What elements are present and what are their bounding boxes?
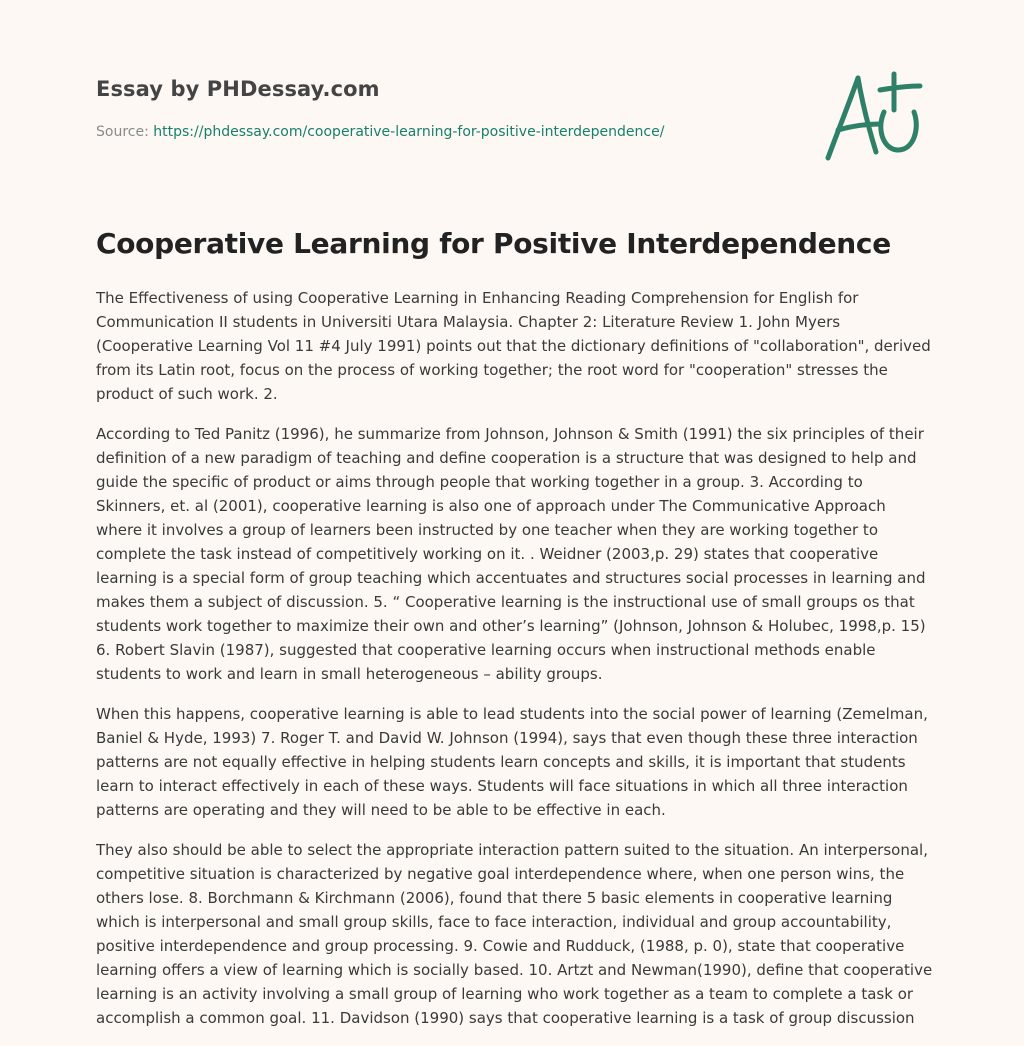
source-line bbox=[96, 124, 664, 140]
site-title: Essay by PHDessay.com bbox=[96, 77, 380, 101]
article-paragraph: When this happens, cooperative learning is able to lead students into the social power of learning (Zemelman, Baniel & Hyde, 1993) 7. Roger T. and David W. Johnson (1994), says that even though these three interaction patterns are not equally effective in helping students learn concepts and skills, it is important that students learn to interact effectively in each of these ways. Students will face situations in which all three interaction patterns are operating and they will need to be able to be effective in each. bbox=[96, 705, 928, 819]
source-label: Source: bbox=[96, 124, 154, 140]
article-body bbox=[96, 286, 936, 1046]
article-paragraph: According to Ted Panitz (1996), he summarize from Johnson, Johnson & Smith (1991) the six principles of their definition of a new paradigm of teaching and define cooperation is a structure that was designed to help and guide the specific of product or aims through people that working together in a group. 3. According to Skinners, et. al (2001), cooperative learning is also one of approach under The Communicative Approach where it involves a group of learners been instructed by one teacher when they are working together to complete the task instead of competitively working on it. . Weidner (2003,p. 29) states that cooperative learning is a special form of group teaching which accentuates and structures social processes in learning and makes them a subject of discussion. 5. “ Cooperative learning is the instructional use of small groups os that students work together to maximize their own and other’s learning” (Johnson, Johnson & Holubec, 1998,p. 15) 6. Robert Slavin (1987), suggested that cooperative learning occurs when instructional methods enable students to work and learn in small heterogeneous – ability groups. bbox=[96, 425, 926, 683]
source-link[interactable]: https://phdessay.com/cooperative-learning-for-positive-interdependence/ bbox=[153, 124, 665, 140]
article-paragraph: The Effectiveness of using Cooperative Learning in Enhancing Reading Comprehension for English for Communication II students in Universiti Utara Malaysia. Chapter 2: Literature Review 1. John Myers (Cooperative Learning Vol 11 #4 July 1991) points out that the dictionary definitions of "collaboration", derived from its Latin root, focus on the process of working together; the root word for "cooperation" stresses the product of such work. 2. bbox=[96, 289, 931, 403]
article-title: Cooperative Learning for Positive Interdependence bbox=[96, 227, 891, 260]
article-paragraph: They also should be able to select the appropriate interaction pattern suited to the situation. An interpersonal, competitive situation is characterized by negative goal interdependence where, when one person wins, the others lose. 8. Borchmann & Kirchmann (2006), found that there 5 basic elements in cooperative learning which is interpersonal and small group skills, face to face interaction, individual and group accountability, positive interdependence and group processing. 9. Cowie and Rudduck, (1988, p. 0), state that cooperative learning offers a view of learning which is socially based. 10. Artzt and Newman(1990), define that cooperative learning is an activity involving a small group of learning who work together as a team to complete a task or accomplish a common goal. 11. Davidson (1990) says that cooperative learning is a task of group discussion bbox=[96, 841, 933, 1027]
a-plus-logo-icon bbox=[818, 66, 928, 166]
